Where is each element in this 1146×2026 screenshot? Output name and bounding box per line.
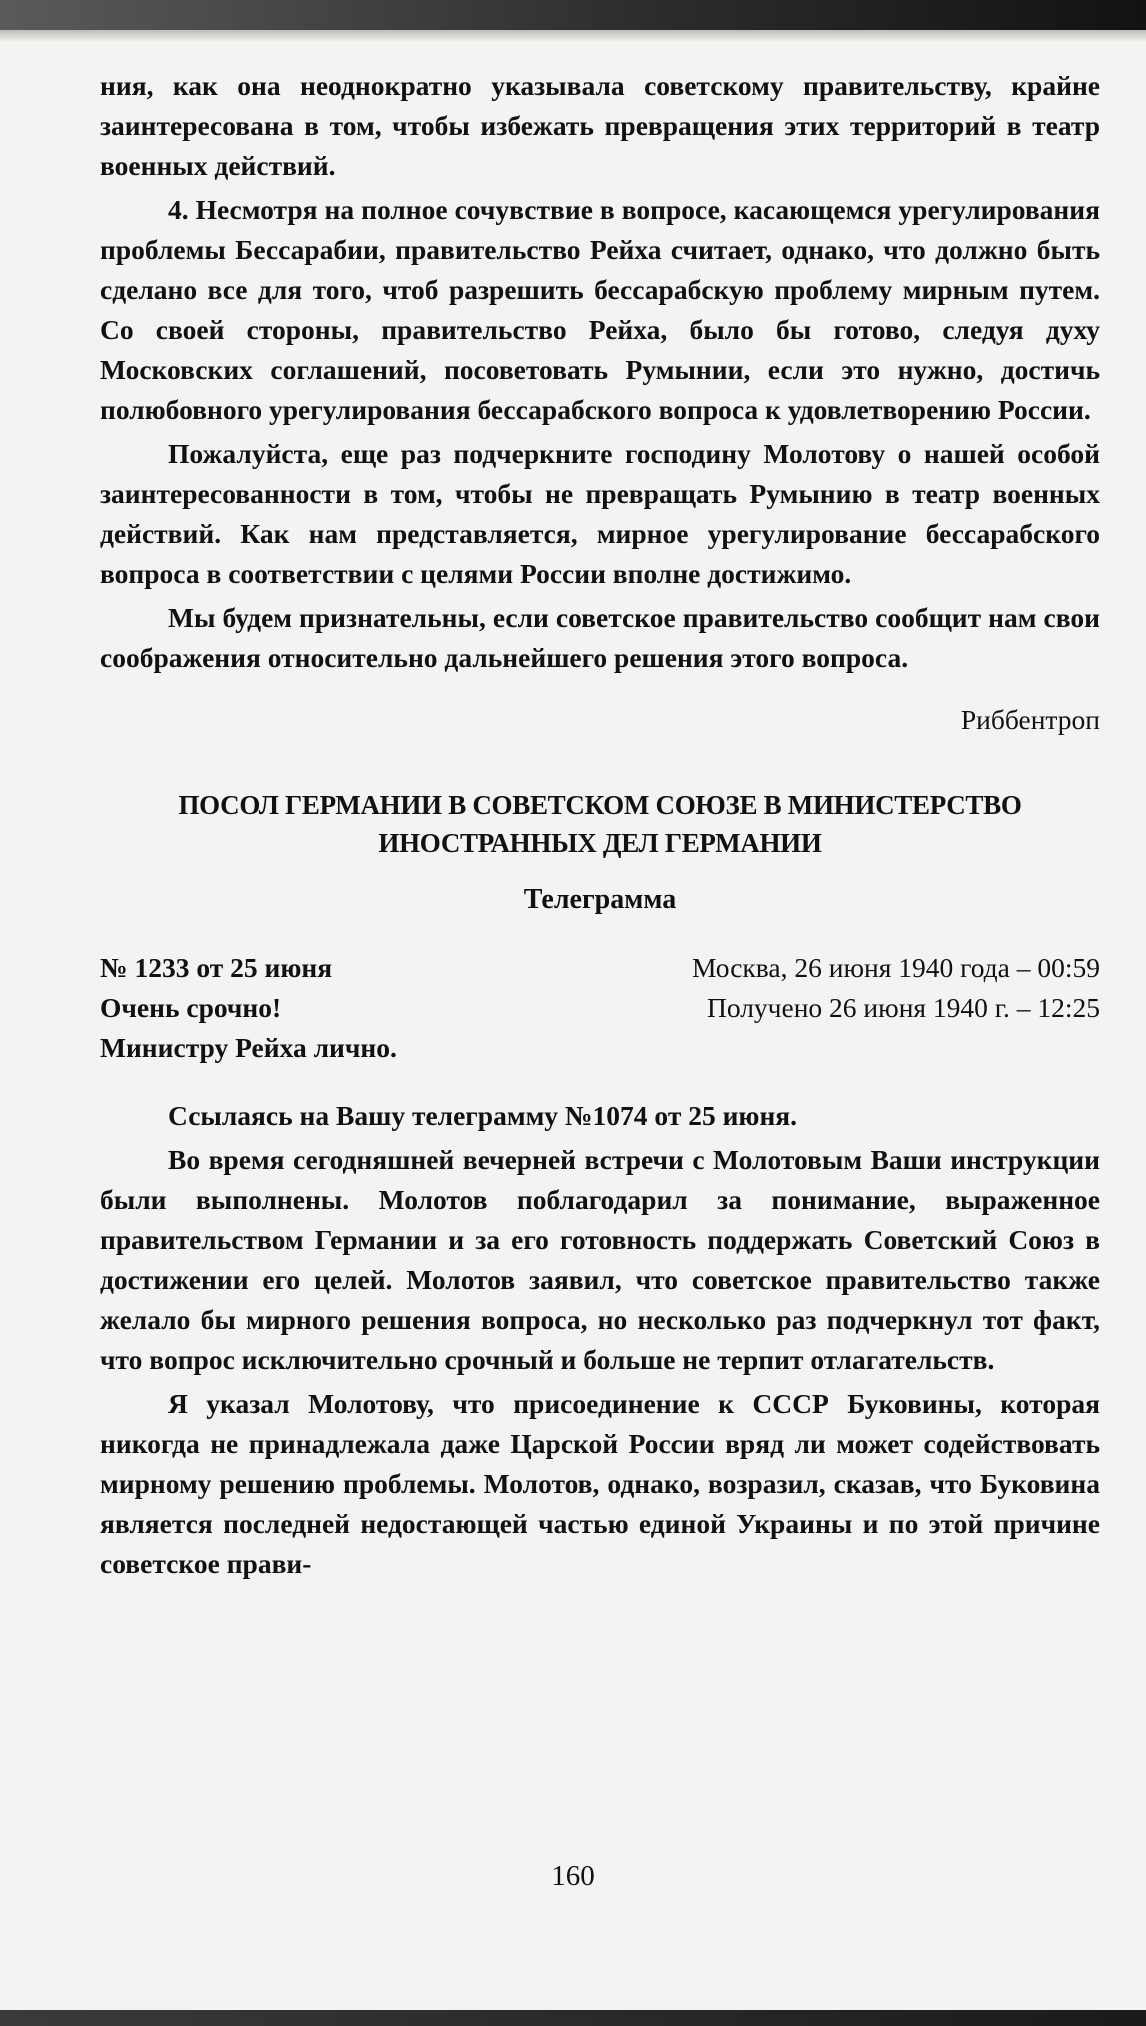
- heading-line-1: ПОСОЛ ГЕРМАНИИ В СОВЕТСКОМ СОЮЗЕ В МИНИСТЕРСТВО: [178, 790, 1022, 820]
- scan-edge-top: [0, 0, 1146, 30]
- signature: Риббентроп: [960, 704, 1100, 735]
- reference-line: Ссылаясь на Вашу телеграмму №1074 от 25 июня.: [168, 1100, 798, 1131]
- document-heading: [100, 786, 1100, 862]
- telegram-number: № 1233 от 25 июня: [100, 952, 333, 983]
- scan-edge-bottom: [0, 2010, 1146, 2026]
- meta-row-2: [100, 988, 1100, 1028]
- paragraph-point-4: 4. Несмотря на полное сочувствие в вопросе, касающемся урегулирования проблемы Бессарабии, правительство Рейха считает, однако, что должно быть сделано все для того, чтоб разрешить бессарабскую проблему мирным путем. Со своей стороны, правительство Рейха, было бы готово, следуя духу Московских соглашений, посоветовать Румынии, если это нужно, достичь полюбовного урегулирования бессарабского вопроса к удовлетворению России.: [100, 194, 1100, 425]
- received-time: Получено 26 июня 1940 г. – 12:25: [706, 992, 1100, 1023]
- telegram-meta: [100, 948, 1100, 1068]
- continued-paragraph: ния, как она неоднократно указывала советскому правительству, крайне заинтересована в том, чтобы избежать превращения этих территорий в театр военных действий.: [100, 70, 1100, 181]
- page-content: [100, 66, 1100, 1584]
- paragraph-molotov-emphasis: Пожалуйста, еще раз подчеркните господину Молотову о нашей особой заинтересованности в том, чтобы не превращать Румынию в театр военных действий. Как нам представляется, мирное урегулирование бессарабского вопроса в соответствии с целями России вполне достижимо.: [100, 438, 1100, 589]
- document-type: Телеграмма: [523, 884, 677, 915]
- meta-row-1: [100, 948, 1100, 988]
- body-paragraph-2: Я указал Молотову, что присоединение к СССР Буковины, которая никогда не принадлежала даже Царской России вряд ли может содействовать мирному решению проблемы. Молотов, однако, возразил, сказав, что Буковина является последней недостающей частью единой Украины и по этой причине советское прави-: [100, 1388, 1100, 1579]
- paragraph-request: Мы будем признательны, если советское правительство сообщит нам свои соображения относительно дальнейшего решения этого вопроса.: [100, 602, 1100, 673]
- urgency: Очень срочно!: [100, 992, 282, 1023]
- sent-time: Москва, 26 июня 1940 года – 00:59: [692, 952, 1100, 983]
- heading-line-2: ИНОСТРАННЫХ ДЕЛ ГЕРМАНИИ: [378, 828, 822, 858]
- page-number: 160: [551, 1860, 595, 1892]
- addressee: Министру Рейха лично.: [100, 1032, 397, 1063]
- body-paragraph-1: Во время сегодняшней вечерней встречи с Молотовым Ваши инструкции были выполнены. Молотов поблагодарил за понимание, выраженное правительством Германии и за его готовность поддержать Советский Союз в достижении его целей. Молотов заявил, что советское правительство также желало бы мирного решения вопроса, но несколько раз подчеркнул тот факт, что вопрос исключительно срочный и больше не терпит отлагательств.: [100, 1144, 1100, 1375]
